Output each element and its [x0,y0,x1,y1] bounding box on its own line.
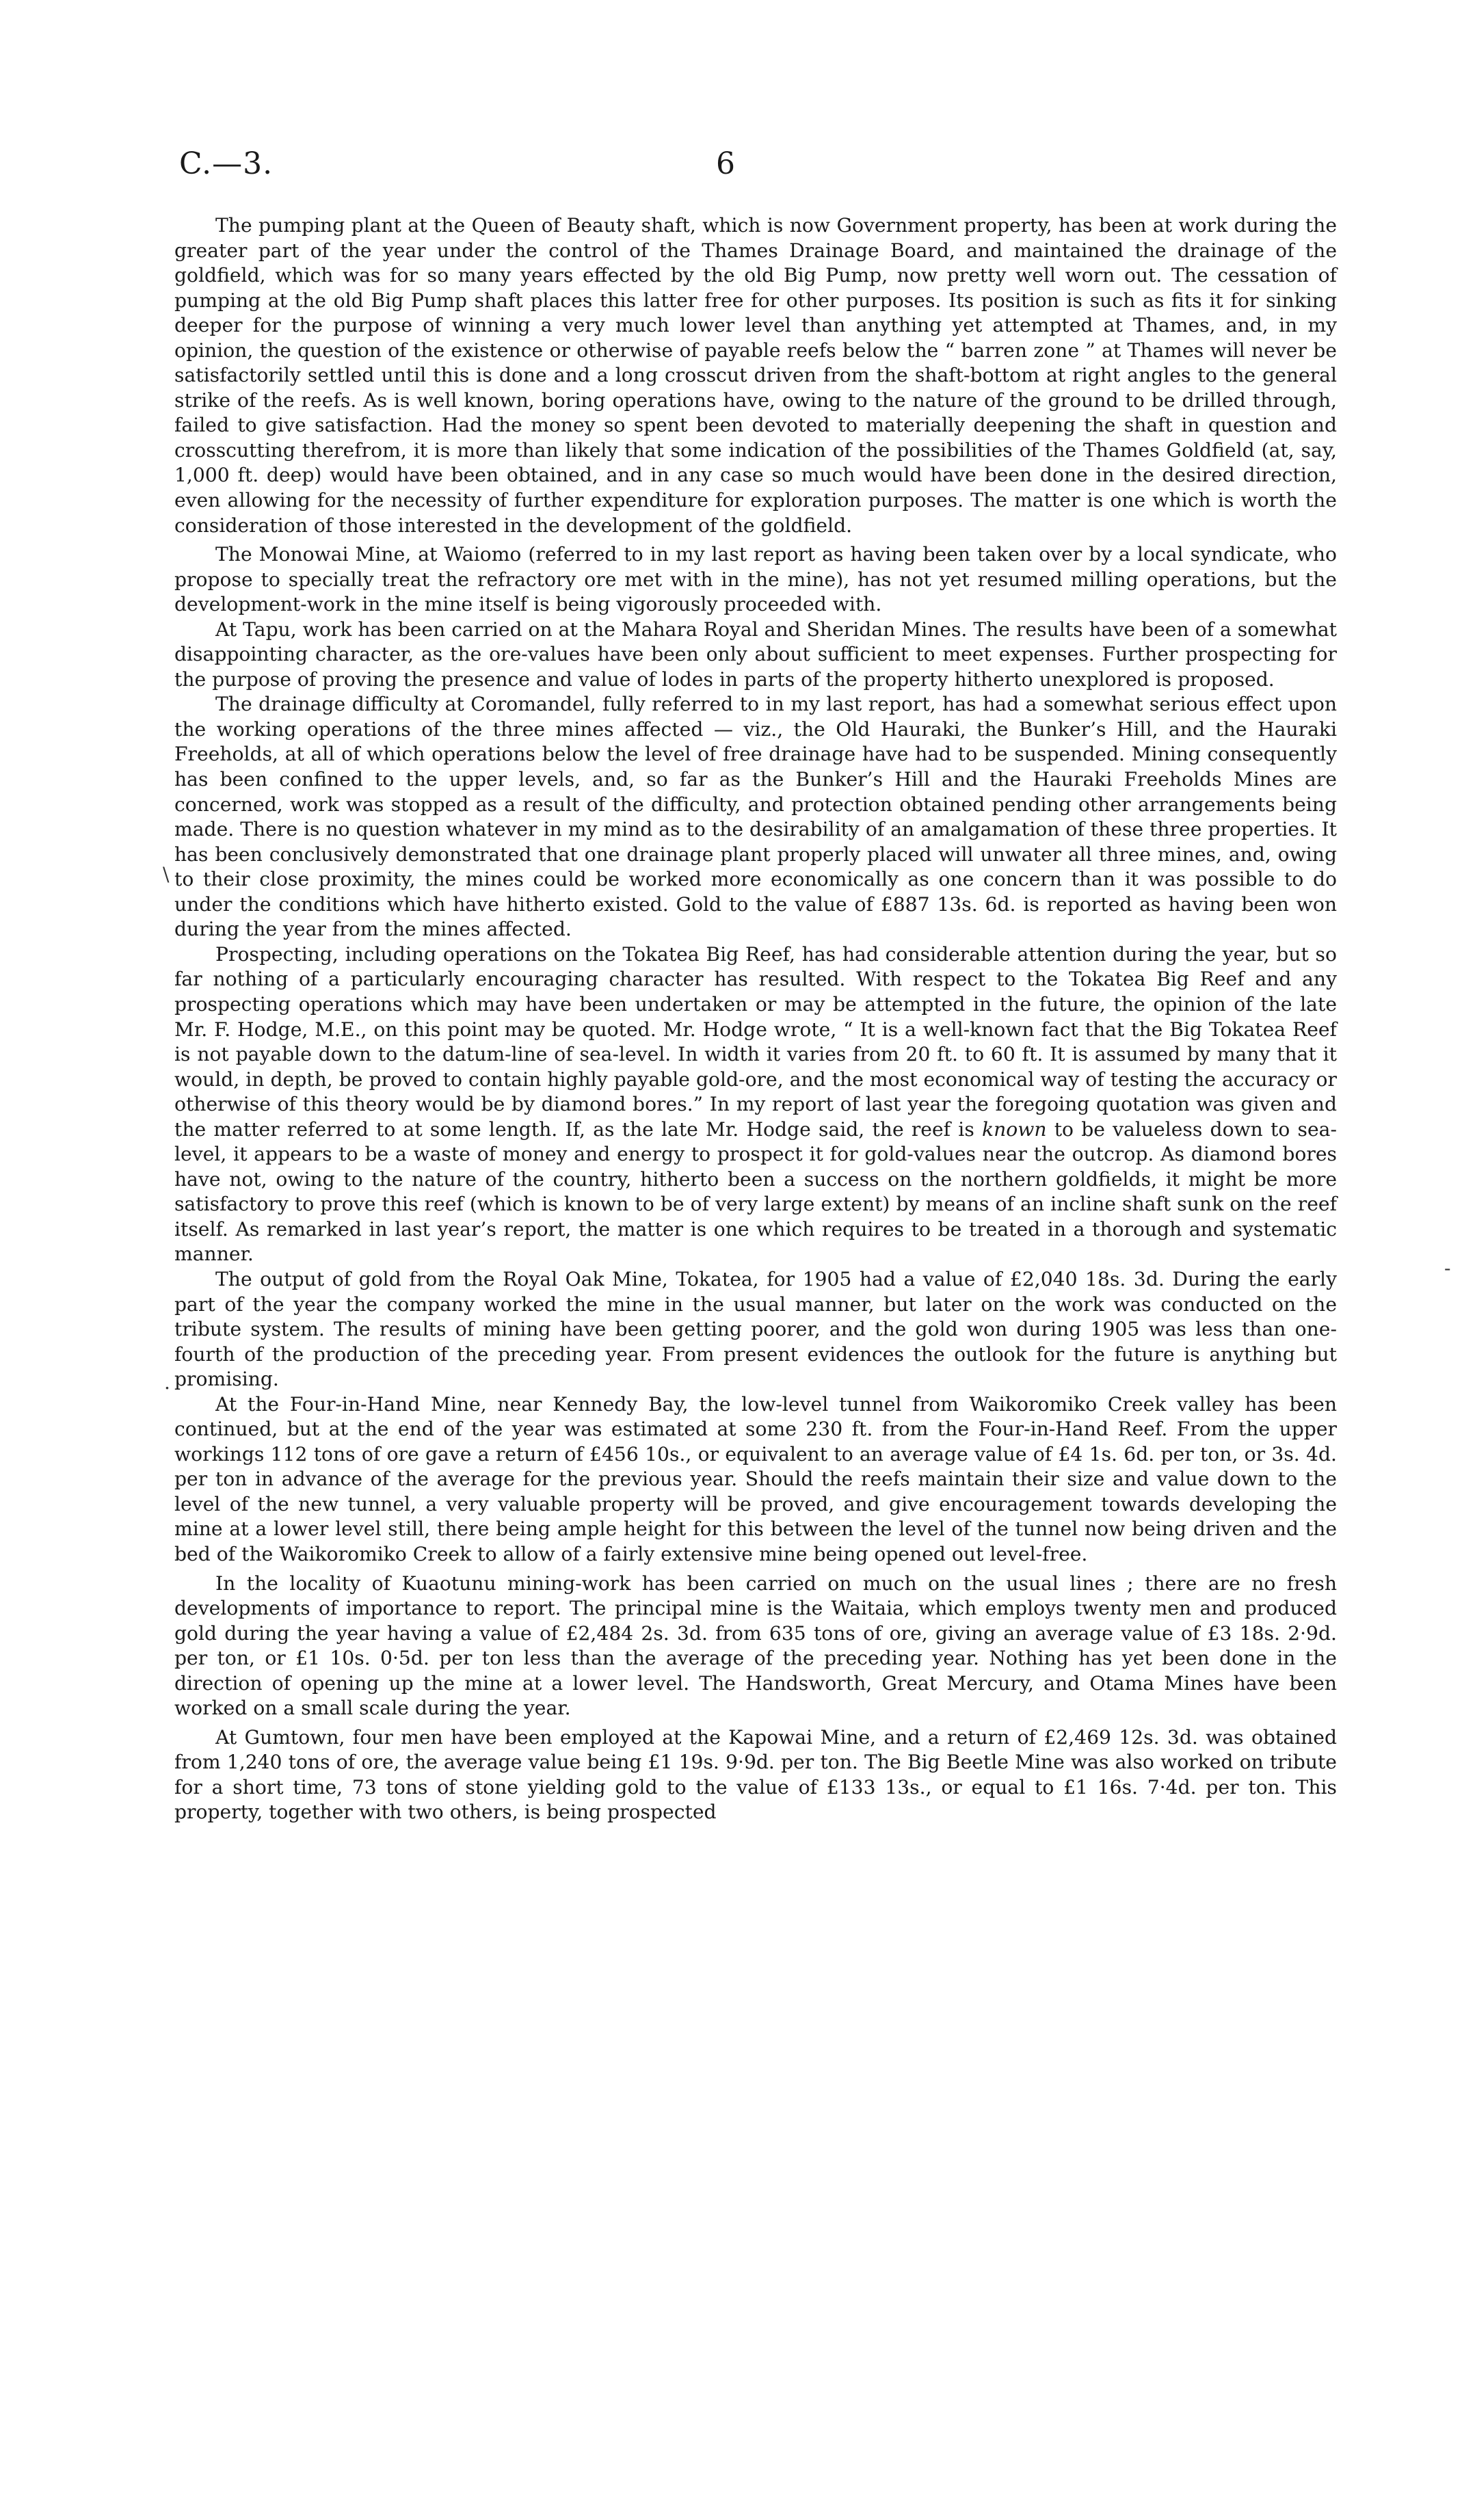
paragraph-tokatea-prospecting [174,942,1337,1267]
paragraph-text-after: to be valueless down to sea-level, it appears to be a waste of money and energy to prospect it for gold-values near the outcrop. As diamond bores have not, owing to the nature of the country, hitherto been a success on the northern goldfields, it might be more satisfactory to prove this reef (which is known to be of very large extent) by means of an incline shaft sunk on the reef itself. As remarked in last year’s report, the matter is one which requires to be treated in a thorough and systematic manner. [174,1117,1338,1266]
paragraph-royal-oak: The output of gold from the Royal Oak Mine, Tokatea, for 1905 had a value of £2,040 18s. 3d. During the early part of the year the company worked the mine in the usual manner, but later on the work was conducted on the tribute system. The results of mining have been getting poorer, and the gold won during 1905 was less than one-fourth of the production of the preceding year. From present evidences the outlook for the future is anything but promising. [174,1267,1337,1391]
margin-mark-right: - [1444,1257,1451,1279]
margin-mark-dot: . [164,1371,170,1394]
document-reference: C.—3. [179,146,274,181]
paragraph-monowai: The Monowai Mine, at Waiomo (referred to in my last report as having been taken over by a local syndicate, who propose to specially treat the refractory ore met with in the mine), has not yet resumed milling operations, but the development-work in the mine itself is being vigorously proceeded with. [174,543,1337,616]
paragraph-four-in-hand: At the Four-in-Hand Mine, near Kennedy Bay, the low-level tunnel from Waikoromiko Creek valley has been continued, but at the end of the year was estimated at some 230 ft. from the Four-in-Hand Reef. From the upper workings 112 tons of ore gave a return of £456 10s., or equivalent to an average value of £4 1s. 6d. per ton, or 3s. 4d. per ton in advance of the average for the previous year. Should the reefs maintain their size and value down to the level of the new tunnel, a very valuable property will be proved, and give encouragement towards developing the mine at a lower level still, there being ample height for this between the level of the tunnel now being driven and the bed of the Waikoromiko Creek to allow of a fairly extensive mine being opened out level-free. [174,1392,1337,1565]
page-header [179,146,1335,194]
report-body [174,213,1337,1825]
paragraph-tapu: At Tapu, work has been carried on at the Mahara Royal and Sheridan Mines. The results have been of a somewhat disappointing character, as the ore-values have been only about sufficient to meet expenses. Further prospecting for the purpose of proving the presence and value of lodes in parts of the property hitherto unexplored is proposed. [174,618,1337,691]
paragraph-queen-of-beauty: The pumping plant at the Queen of Beauty shaft, which is now Government property, has been at work during the greater part of the year under the control of the Thames Drainage Board, and maintained the drainage of the goldfield, which was for so many years effected by the old Big Pump, now pretty well worn out. The cessation of pumping at the old Big Pump shaft places this latter free for other purposes. Its position is such as fits it for sinking deeper for the purpose of winning a very much lower level than anything yet attempted at Thames, and, in my opinion, the question of the existence or otherwise of payable reefs below the “ barren zone ” at Thames will never be satisfactorily settled until this is done and a long crosscut driven from the shaft-bottom at right angles to the general strike of the reefs. As is well known, boring operations have, owing to the nature of the ground to be drilled through, failed to give satisfaction. Had the money so spent been devoted to materially deepening the shaft in question and crosscutting therefrom, it is more than likely that some indication of the possibilities of the Thames Goldfield (at, say, 1,000 ft. deep) would have been obtained, and in any case so much would have been done in the desired direction, even allowing for the necessity of further expenditure for exploration purposes. The matter is one which is worth the consideration of those interested in the development of the goldfield. [174,214,1337,537]
paragraph-text-before: Prospecting, including operations on the Tokatea Big Reef, has had considerable attention during the year, but so far nothing of a particularly encouraging character has resulted. With respect to the Tokatea Big Reef and any prospecting operations which may have been undertaken or may be attempted in the future, the opinion of the late Mr. F. Hodge, M.E., on this point may be quoted. Mr. Hodge wrote, “ It is a well-known fact that the Big Tokatea Reef is not payable down to the datum-line of sea-level. In width it varies from 20 ft. to 60 ft. It is assumed by many that it would, in depth, be proved to contain highly payable gold-ore, and the most economical way of testing the accuracy or otherwise of this theory would be by diamond bores.” In my report of last year the foregoing quotation was given and the matter referred to at some length. If, as the late Mr. Hodge said, the reef is [174,942,1337,1141]
paragraph-gumtown: At Gumtown, four men have been employed at the Kapowai Mine, and a return of £2,469 12s. 3d. was obtained from 1,240 tons of ore, the average value being £1 19s. 9·9d. per ton. The Big Beetle Mine was also worked on tribute for a short time, 73 tons of stone yielding gold to the value of £133 13s., or equal to £1 16s. 7·4d. per ton. This property, together with two others, is being prospected [174,1725,1337,1824]
emphasis-known: known [982,1117,1047,1141]
paragraph-kuaotunu: In the locality of Kuaotunu mining-work has been carried on much on the usual lines ; there are no fresh developments of importance to report. The principal mine is the Waitaia, which employs twenty men and produced gold during the year having a value of £2,484 2s. 3d. from 635 tons of ore, giving an average value of £3 18s. 2·9d. per ton, or £1 10s. 0·5d. per ton less than the average of the preceding year. Nothing has yet been done in the direction of opening up the mine at a lower level. The Handsworth, Great Mercury, and Otama Mines have been worked on a small scale during the year. [174,1571,1337,1720]
page-number: 6 [716,146,735,181]
margin-mark-left: \ [163,863,170,886]
paragraph-coromandel-drainage: The drainage difficulty at Coromandel, fully referred to in my last report, has had a somewhat serious effect upon the working operations of the three mines affected — viz., the Old Hauraki, the Bunker’s Hill, and the Hauraki Freeholds, at all of which operations below the level of free drainage have had to be suspended. Mining consequently has been confined to the upper levels, and, so far as the Bunker’s Hill and the Hauraki Freeholds Mines are concerned, work was stopped as a result of the difficulty, and protection obtained pending other arrangements being made. There is no question whatever in my mind as to the desirability of an amalgamation of these three properties. It has been conclusively demonstrated that one drainage plant properly placed will unwater all three mines, and, owing to their close proximity, the mines could be worked more economically as one concern than it was possible to do under the conditions which have hitherto existed. Gold to the value of £887 13s. 6d. is reported as having been won during the year from the mines affected. [174,693,1337,941]
